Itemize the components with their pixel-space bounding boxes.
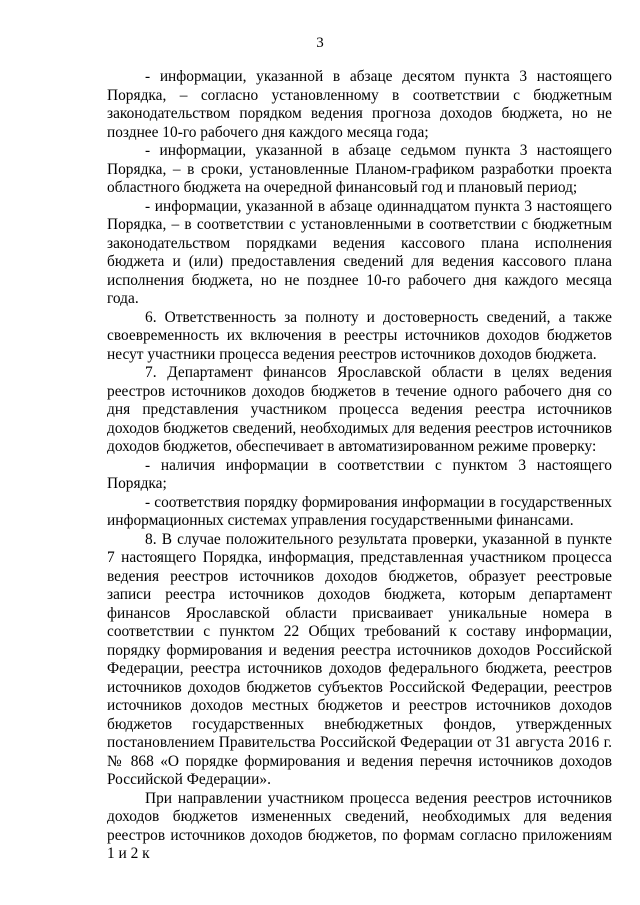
paragraph-bullet-eleventh-paragraph: - информации, указанной в абзаце одиннадцатом пункта 3 настоящего Порядка, – в соответствии с установленными в соответствии с бюджетным законодательством порядками ведения кассового плана исполнения бюджета и (или) предоставления сведений для ведения кассового плана исполнения бюджета, но не позднее 10-го рабочего дня каждого месяца года. bbox=[107, 197, 612, 307]
paragraph-bullet-availability: - наличия информации в соответствии с пунктом 3 настоящего Порядка; bbox=[107, 456, 612, 492]
paragraph-bullet-seventh-paragraph: - информации, указанной в абзаце седьмом пункта 3 настоящего Порядка, – в сроки, установленные Планом-графиком разработки проекта областного бюджета на очередной финансовый год и плановый период; bbox=[107, 142, 612, 196]
paragraph-bullet-conformity: - соответствия порядку формирования информации в государственных информационных системах управления государственными финансами. bbox=[107, 493, 612, 529]
paragraph-item-6: 6. Ответственность за полноту и достоверность сведений, а также своевременность их включения в реестры источников доходов бюджетов несут участники процесса ведения реестров источников доходов бюджета. bbox=[107, 308, 612, 363]
paragraph-item-7: 7. Департамент финансов Ярославской области в целях ведения реестров источников доходов бюджетов в течение одного рабочего дня со дня представления участником процесса ведения реестра источников доходов бюджетов сведений, необходимых для ведения реестров источников доходов бюджетов, обеспечивает в автоматизированном режиме проверку: bbox=[107, 364, 612, 455]
paragraph-item-8: 8. В случае положительного результата проверки, указанной в пункте 7 настоящего Порядка, информация, представленная участником процесса ведения реестров источников доходов бюджетов, образует реестровые записи реестра источников доходов бюджета, которым департамент финансов Ярославской области присваивает уникальные номера в соответствии с пунктом 22 Общих требований к составу информации, порядку формирования и ведения реестра источников доходов Российской Федерации, реестра источников доходов федерального бюджета, реестров источников доходов бюджетов субъектов Российской Федерации, реестров источников доходов местных бюджетов и реестров источников доходов бюджетов государственных внебюджетных фондов, утвержденных постановлением Правительства Российской Федерации от 31 августа 2016 г. № 868 «О порядке формирования и ведения перечня источников доходов Российской Федерации». bbox=[107, 530, 612, 788]
document-body bbox=[107, 68, 612, 864]
paragraph-bullet-tenth-paragraph: - информации, указанной в абзаце десятом пункта 3 настоящего Порядка, – согласно установленному в соответствии с бюджетным законодательством порядком ведения прогноза доходов бюджета, но не позднее 10-го рабочего дня каждого месяца года; bbox=[107, 68, 612, 141]
page-number: 3 bbox=[316, 35, 324, 51]
paragraph-changed-info: При направлении участником процесса ведения реестров источников доходов бюджетов измененных сведений, необходимых для ведения реестров источников доходов бюджетов, по формам согласно приложениям 1 и 2 к bbox=[107, 789, 612, 862]
